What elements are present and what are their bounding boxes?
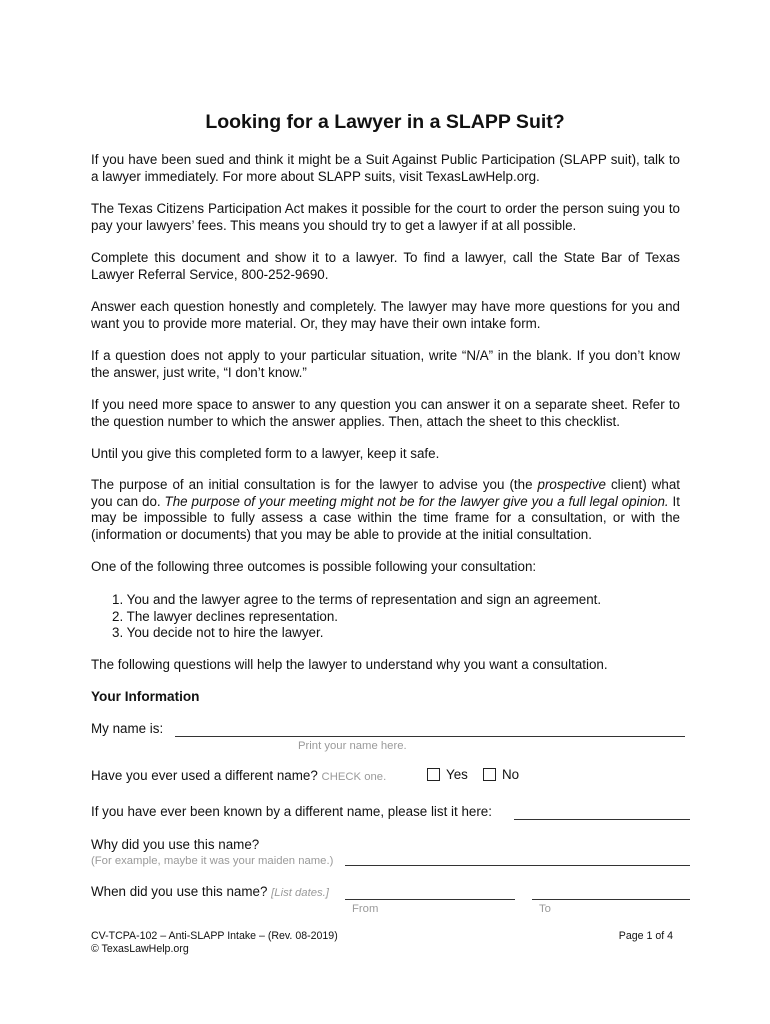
list-item: 2. The lawyer declines representation. bbox=[112, 608, 339, 624]
list-item: 1. You and the lawyer agree to the terms of representation and sign an agreement. bbox=[112, 592, 602, 607]
outcomes-list bbox=[112, 592, 672, 642]
tcpa-paragraph: The Texas Citizens Participation Act makes it possible for the court to order the person suing you to pay your lawyers’ fees. This means you should try to get a lawyer if at all possible. bbox=[91, 201, 680, 233]
yes-checkbox[interactable] bbox=[427, 768, 440, 781]
from-hint: From bbox=[352, 903, 379, 915]
other-name-field[interactable] bbox=[514, 819, 690, 820]
list-dates-hint: [List dates.] bbox=[271, 887, 329, 899]
intro-paragraph: If you have been sued and think it might be a Suit Against Public Participation (SLAPP suit), talk to a lawyer immediately. For more about SLAPP suits, visit TexasLawHelp.org. bbox=[91, 152, 680, 184]
why-label: Why did you use this name? bbox=[91, 837, 260, 852]
different-name-label: Have you ever used a different name? bbox=[91, 768, 318, 783]
your-information-heading: Your Information bbox=[91, 689, 200, 704]
complete-document-paragraph: Complete this document and show it to a lawyer. To find a lawyer, call the State Bar of Texas Lawyer Referral Service, 800-252-9690. bbox=[91, 250, 680, 282]
outcomes-intro: One of the following three outcomes is possible following your consultation: bbox=[91, 559, 537, 574]
to-hint: To bbox=[539, 903, 551, 915]
footer-copyright: © TexasLawHelp.org bbox=[91, 943, 189, 955]
name-label: My name is: bbox=[91, 721, 164, 736]
page-title: Looking for a Lawyer in a SLAPP Suit? bbox=[205, 111, 565, 133]
yes-label: Yes bbox=[446, 767, 468, 782]
purpose-text-a: The purpose of an initial consultation is for the lawyer to advise you (the bbox=[91, 477, 538, 492]
questions-intro: The following questions will help the lawyer to understand why you want a consultation. bbox=[91, 657, 608, 672]
answer-honestly-paragraph: Answer each question honestly and completely. The lawyer may have more questions for you and want you to provide more material. Or, they may have their own intake form. bbox=[91, 299, 680, 331]
purpose-text-e: It may be impossible to fully assess a case within the time frame for a consultation, or with the (information or documents) that you may be able to provide at the initial consultation. bbox=[91, 493, 680, 542]
no-label: No bbox=[502, 767, 520, 782]
check-one-hint: CHECK one. bbox=[321, 771, 387, 783]
when-label: When did you use this name? bbox=[91, 884, 268, 899]
from-date-field[interactable] bbox=[345, 899, 515, 900]
why-hint: (For example, maybe it was your maiden name.) bbox=[91, 855, 334, 867]
name-hint: Print your name here. bbox=[298, 740, 407, 752]
keep-safe-paragraph: Until you give this completed form to a lawyer, keep it safe. bbox=[91, 446, 440, 461]
to-date-field[interactable] bbox=[532, 899, 690, 900]
footer-page-number: Page 1 of 4 bbox=[618, 930, 673, 942]
not-apply-paragraph: If a question does not apply to your particular situation, write “N/A” in the blank. If you don’t know the answer, just write, “I don’t know.” bbox=[91, 348, 680, 380]
purpose-text-b: prospective bbox=[537, 477, 606, 492]
name-field[interactable] bbox=[175, 736, 685, 737]
when-question bbox=[91, 884, 329, 902]
list-item: 3. You decide not to hire the lawyer. bbox=[112, 625, 324, 640]
why-field[interactable] bbox=[345, 865, 690, 866]
other-name-label: If you have ever been known by a different name, please list it here: bbox=[91, 804, 492, 819]
no-checkbox[interactable] bbox=[483, 768, 496, 781]
purpose-text-c: client) what you can do. bbox=[91, 477, 680, 509]
different-name-question bbox=[91, 768, 386, 786]
consultation-purpose-paragraph bbox=[91, 477, 680, 543]
more-space-paragraph: If you need more space to answer to any question you can answer it on a separate sheet. Refer to the question number to which the answer applies. Then, attach the sheet to this checklist. bbox=[91, 397, 680, 429]
purpose-text-d: The purpose of your meeting might not be for the lawyer give you a full legal opinion. bbox=[164, 493, 669, 509]
footer-form-id: CV-TCPA-102 – Anti-SLAPP Intake – (Rev. 08-2019) bbox=[91, 930, 338, 942]
